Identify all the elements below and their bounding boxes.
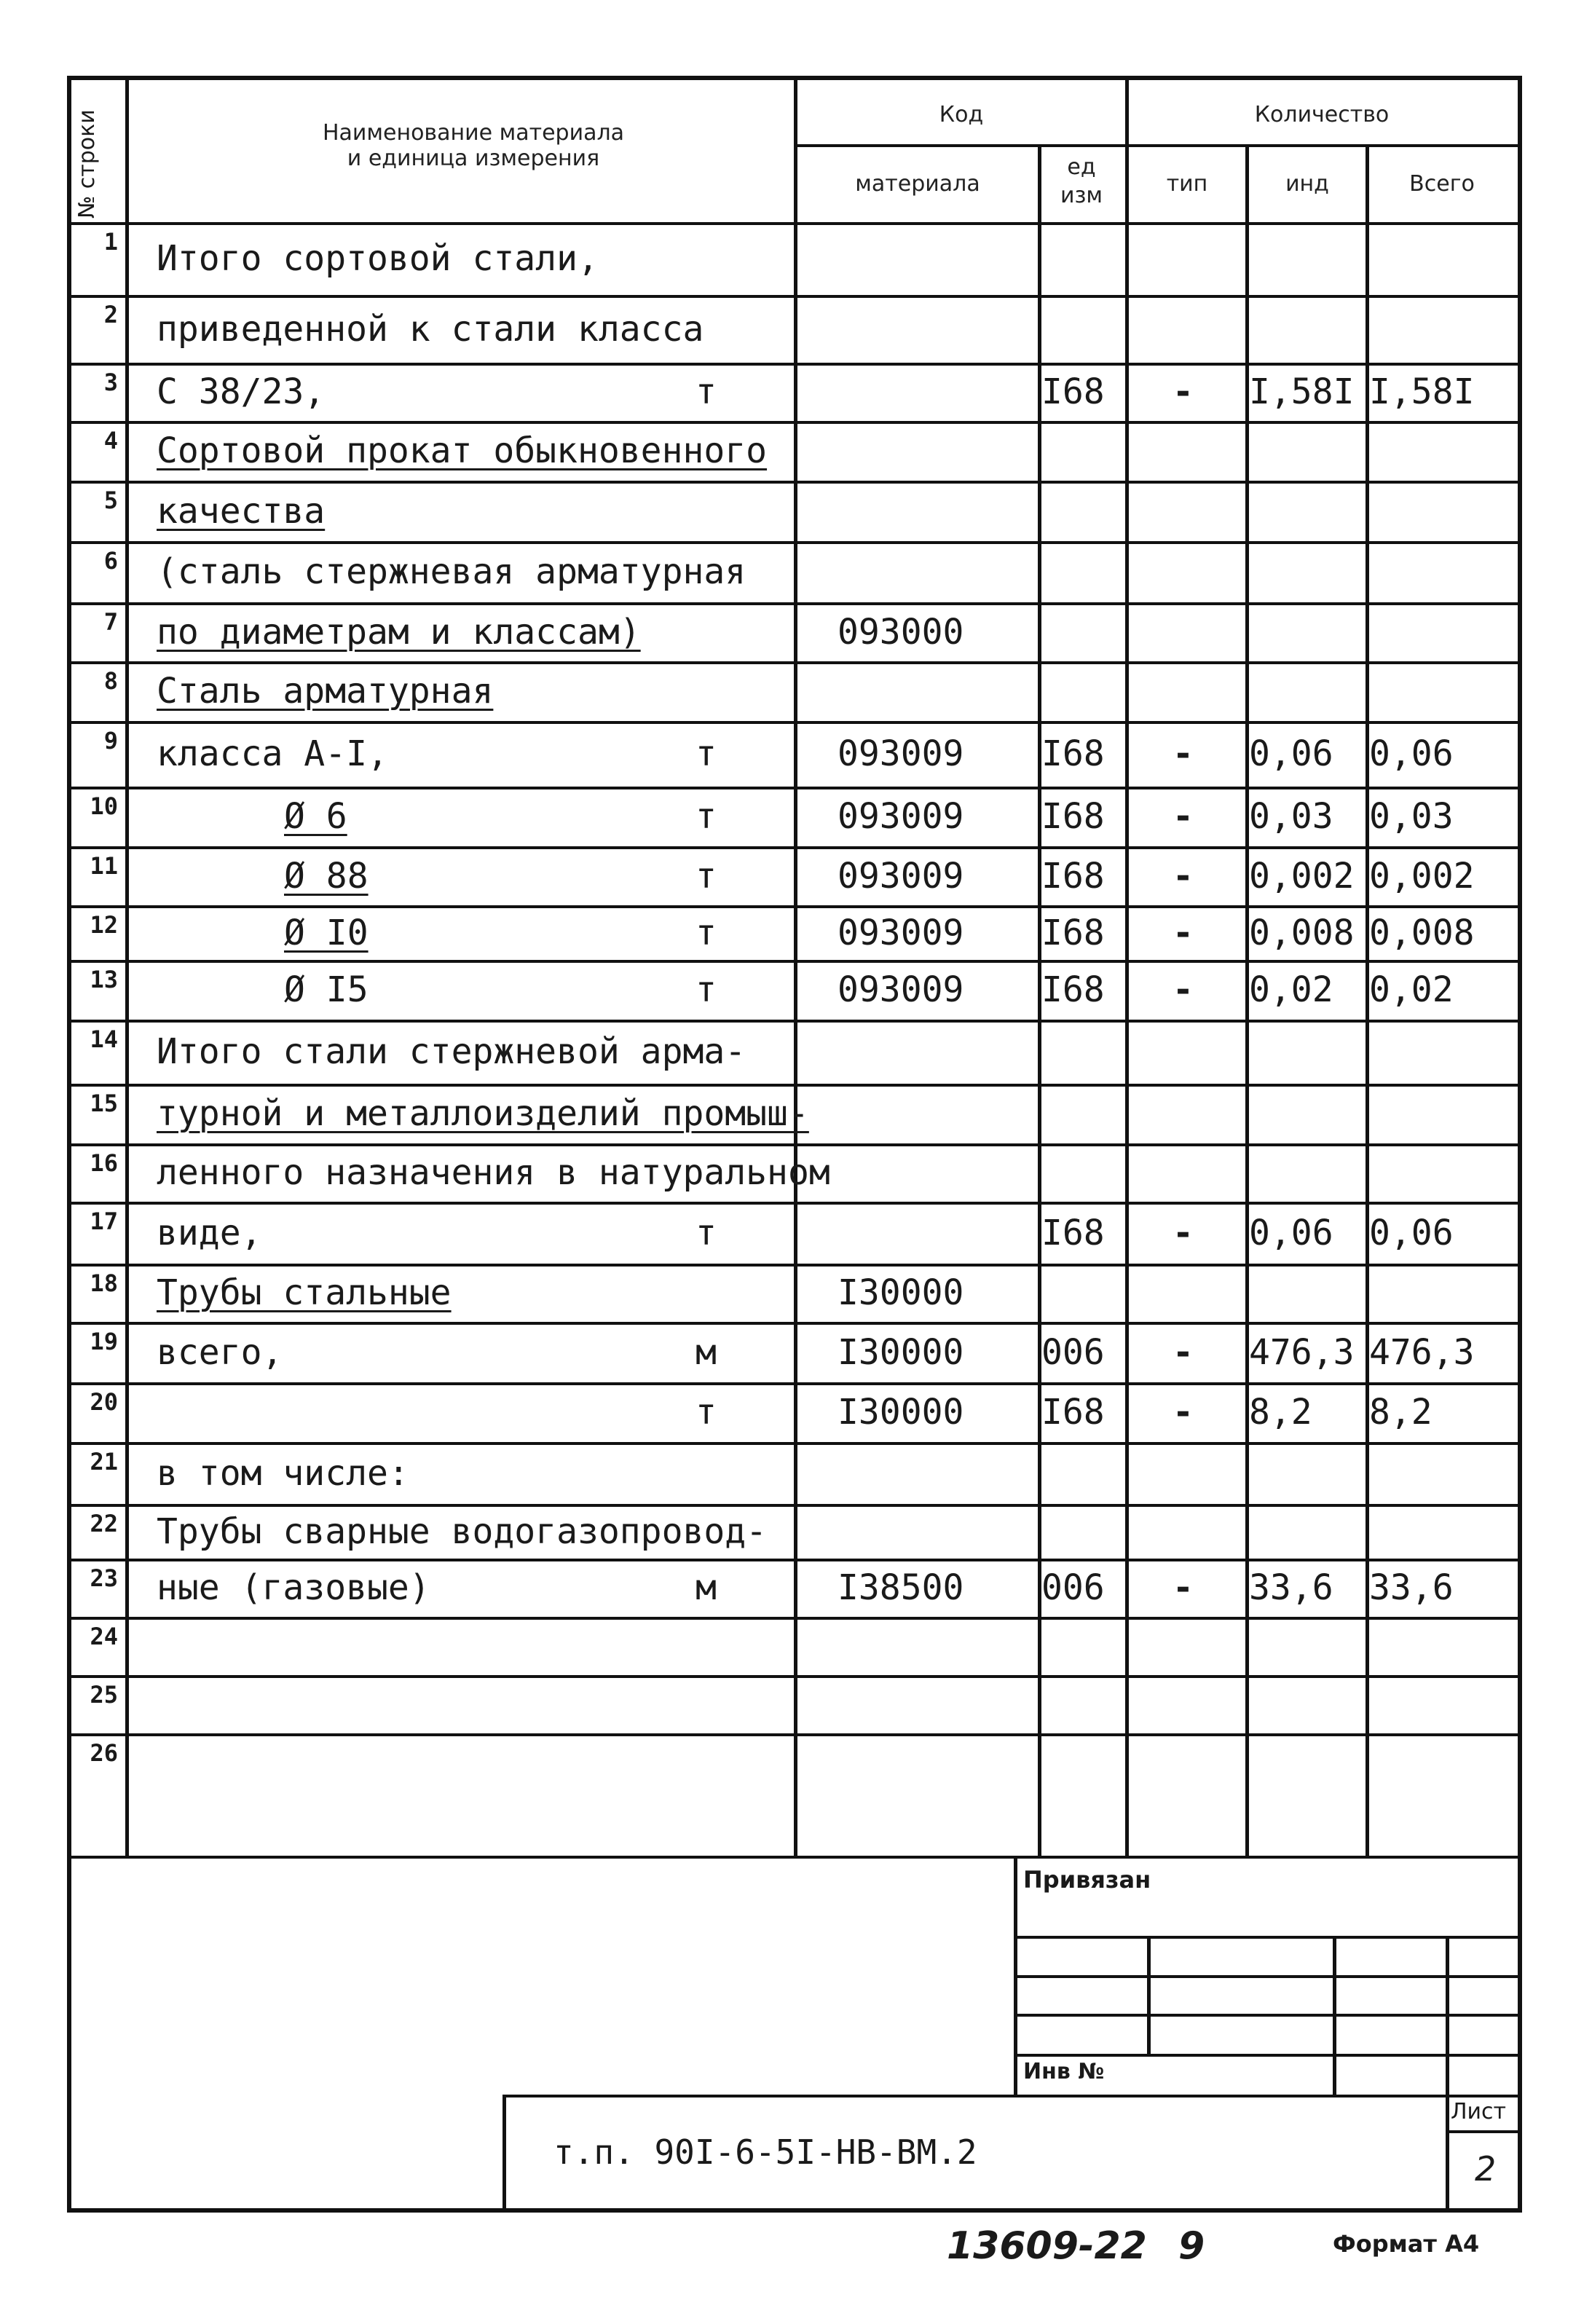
material-name: приведенной к стали класса — [157, 308, 704, 350]
material-name: Итого стали стержневой арма- — [157, 1031, 746, 1072]
material-name: Трубы сварные водогазопровод- — [157, 1510, 768, 1552]
row-number: 17 — [90, 1208, 118, 1235]
handwritten-mark: 9 — [1178, 2224, 1205, 2268]
row-line — [67, 1382, 1522, 1385]
individual-quantity: 33,6 — [1249, 1567, 1333, 1608]
row-line — [67, 1264, 1522, 1267]
code-header: Код — [939, 102, 984, 127]
row-number: 1 — [103, 228, 118, 256]
title-block-left — [503, 2095, 506, 2213]
stamp-vline-4 — [1446, 1936, 1449, 2096]
title-block-sheet-divider — [1446, 2095, 1449, 2213]
material-name: ные (газовые) — [157, 1567, 430, 1608]
document-code: т.п. 90I-6-5I-НВ-ВМ.2 — [553, 2132, 977, 2172]
total-quantity: 0,002 — [1369, 855, 1475, 897]
material-code: I30000 — [838, 1331, 964, 1373]
row-number: 15 — [90, 1090, 118, 1117]
total-quantity: I,58I — [1369, 371, 1475, 412]
unit-code: I68 — [1041, 1392, 1105, 1433]
total-quantity: 0,02 — [1369, 969, 1454, 1010]
row-number: 22 — [90, 1510, 118, 1537]
material-name: качества — [157, 490, 326, 532]
row-number: 7 — [103, 608, 118, 636]
row-line — [67, 1504, 1522, 1507]
row-number: 20 — [90, 1388, 118, 1416]
total-quantity: 33,6 — [1369, 1567, 1454, 1608]
material-code: 093009 — [838, 796, 964, 837]
individual-quantity: 0,02 — [1249, 969, 1333, 1010]
row-number-header: № строки — [74, 109, 100, 218]
row-line — [67, 421, 1522, 424]
unit-code: I68 — [1041, 796, 1105, 837]
row-line — [67, 1617, 1522, 1620]
material-name: по диаметрам и классам) — [157, 611, 641, 653]
row-line — [67, 721, 1522, 724]
individual-quantity: 0,06 — [1249, 1212, 1333, 1253]
privyazan-label: Привязан — [1023, 1866, 1151, 1894]
total-header: Всего — [1409, 171, 1475, 197]
individual-quantity: 476,3 — [1249, 1331, 1355, 1373]
material-code: 093009 — [838, 855, 964, 897]
material-code: I38500 — [838, 1567, 964, 1608]
row-number: 12 — [90, 911, 118, 939]
individual-quantity: 0,002 — [1249, 855, 1355, 897]
stamp-vline-3 — [1333, 1936, 1336, 2096]
unit-code: I68 — [1041, 855, 1105, 897]
material-name: Ø 6 — [284, 796, 347, 837]
stamp-vline-2 — [1147, 1936, 1151, 2054]
unit-code: 006 — [1041, 1331, 1105, 1373]
row-line — [67, 481, 1522, 484]
row-number: 26 — [90, 1739, 118, 1767]
row-line — [67, 787, 1522, 789]
material-name: в том числе: — [157, 1452, 409, 1494]
total-quantity: 0,06 — [1369, 733, 1454, 774]
material-name: класса А-I, — [157, 733, 388, 774]
header-bottom-line — [67, 222, 1522, 225]
type-quantity: - — [1173, 969, 1194, 1010]
row-number: 21 — [90, 1448, 118, 1476]
unit-of-measure: м — [695, 1331, 717, 1373]
material-name: турной и металлоизделий промыш- — [157, 1093, 809, 1134]
material-code: 093009 — [838, 969, 964, 1010]
unit-header: ед изм — [1060, 154, 1103, 208]
material-name: Сталь арматурная — [157, 671, 494, 712]
column-line — [125, 76, 129, 1856]
unit-of-measure: т — [695, 733, 717, 774]
unit-code: I68 — [1041, 371, 1105, 412]
type-quantity: - — [1173, 1331, 1194, 1373]
inv-label: Инв № — [1023, 2059, 1105, 2084]
row-number: 19 — [90, 1328, 118, 1355]
row-number: 13 — [90, 966, 118, 993]
quantity-header: Количество — [1254, 102, 1390, 127]
row-number: 2 — [103, 301, 118, 328]
material-name: С 38/23, — [157, 371, 326, 412]
material-code: 093000 — [838, 611, 964, 653]
row-line — [67, 905, 1522, 908]
unit-code: I68 — [1041, 733, 1105, 774]
type-quantity: - — [1173, 371, 1194, 412]
row-number: 25 — [90, 1681, 118, 1709]
unit-of-measure: т — [695, 912, 717, 953]
sheet-number: 2 — [1475, 2149, 1497, 2189]
row-line — [67, 1143, 1522, 1146]
material-name: виде, — [157, 1212, 262, 1253]
individual-quantity: 0,03 — [1249, 796, 1333, 837]
type-quantity: - — [1173, 912, 1194, 953]
unit-code: I68 — [1041, 912, 1105, 953]
row-number: 23 — [90, 1564, 118, 1592]
material-code: I30000 — [838, 1272, 964, 1313]
unit-code: I68 — [1041, 969, 1105, 1010]
row-line — [67, 960, 1522, 963]
type-quantity: - — [1173, 796, 1194, 837]
row-number: 14 — [90, 1025, 118, 1053]
row-line — [67, 1733, 1522, 1736]
material-code: 093009 — [838, 912, 964, 953]
row-line — [67, 602, 1522, 605]
material-name: Ø I5 — [284, 969, 369, 1010]
row-line — [67, 295, 1522, 298]
row-number: 8 — [103, 667, 118, 695]
material-code: 093009 — [838, 733, 964, 774]
unit-of-measure: т — [695, 1212, 717, 1253]
material-name: Сортовой прокат обыкновенного — [157, 430, 768, 471]
total-quantity: 0,03 — [1369, 796, 1454, 837]
material-name: Ø I0 — [284, 912, 369, 953]
type-quantity: - — [1173, 855, 1194, 897]
format-label: Формат А4 — [1333, 2230, 1480, 2258]
row-number: 10 — [90, 792, 118, 820]
material-name: (сталь стержневая арматурная — [157, 551, 746, 592]
handwritten-number: 13609-22 — [947, 2224, 1147, 2268]
material-name: ленного назначения в натуральном — [157, 1152, 830, 1193]
unit-of-measure: т — [695, 1392, 717, 1433]
material-header: материала — [855, 171, 980, 197]
column-line — [794, 76, 797, 1856]
row-line — [67, 541, 1522, 544]
row-line — [67, 363, 1522, 366]
row-line — [67, 1675, 1522, 1678]
row-number: 11 — [90, 852, 118, 880]
row-line — [67, 1442, 1522, 1445]
row-line — [67, 1020, 1522, 1023]
row-number: 24 — [90, 1623, 118, 1650]
type-quantity: - — [1173, 1567, 1194, 1608]
unit-code: I68 — [1041, 1212, 1105, 1253]
stamp-top-line — [67, 1856, 1522, 1859]
row-number: 9 — [103, 727, 118, 755]
title-block-top — [503, 2095, 1522, 2097]
material-code: I30000 — [838, 1392, 964, 1433]
material-name: Трубы стальные — [157, 1272, 452, 1313]
total-quantity: 476,3 — [1369, 1331, 1475, 1373]
material-name: Итого сортовой стали, — [157, 238, 599, 279]
name-header: Наименование материала и единица измерения — [322, 120, 625, 171]
row-line — [67, 846, 1522, 849]
type-quantity: - — [1173, 1392, 1194, 1433]
row-line — [67, 1084, 1522, 1087]
sheet-label-line — [1446, 2130, 1522, 2133]
individual-quantity: 0,06 — [1249, 733, 1333, 774]
unit-of-measure: м — [695, 1567, 717, 1608]
subheader-line — [794, 144, 1522, 147]
unit-of-measure: т — [695, 969, 717, 1010]
row-number: 16 — [90, 1149, 118, 1177]
individual-quantity: 0,008 — [1249, 912, 1355, 953]
row-number: 4 — [103, 427, 118, 454]
row-number: 5 — [103, 487, 118, 514]
sheet-label: Лист — [1451, 2099, 1507, 2124]
column-line — [1125, 76, 1129, 1856]
unit-code: 006 — [1041, 1567, 1105, 1608]
row-line — [67, 1322, 1522, 1325]
individual-quantity: 8,2 — [1249, 1392, 1312, 1433]
unit-of-measure: т — [695, 371, 717, 412]
row-line — [67, 661, 1522, 664]
total-quantity: 0,06 — [1369, 1212, 1454, 1253]
row-number: 3 — [103, 369, 118, 396]
material-name: всего, — [157, 1331, 283, 1373]
type-quantity: - — [1173, 733, 1194, 774]
tip-header: тип — [1166, 171, 1208, 197]
row-line — [67, 1559, 1522, 1561]
total-quantity: 0,008 — [1369, 912, 1475, 953]
unit-of-measure: т — [695, 796, 717, 837]
individual-quantity: I,58I — [1249, 371, 1355, 412]
row-number: 6 — [103, 547, 118, 575]
material-name: Ø 88 — [284, 855, 369, 897]
total-quantity: 8,2 — [1369, 1392, 1433, 1433]
ind-header: инд — [1285, 171, 1329, 197]
row-line — [67, 1202, 1522, 1205]
type-quantity: - — [1173, 1212, 1194, 1253]
row-number: 18 — [90, 1269, 118, 1297]
unit-of-measure: т — [695, 855, 717, 897]
